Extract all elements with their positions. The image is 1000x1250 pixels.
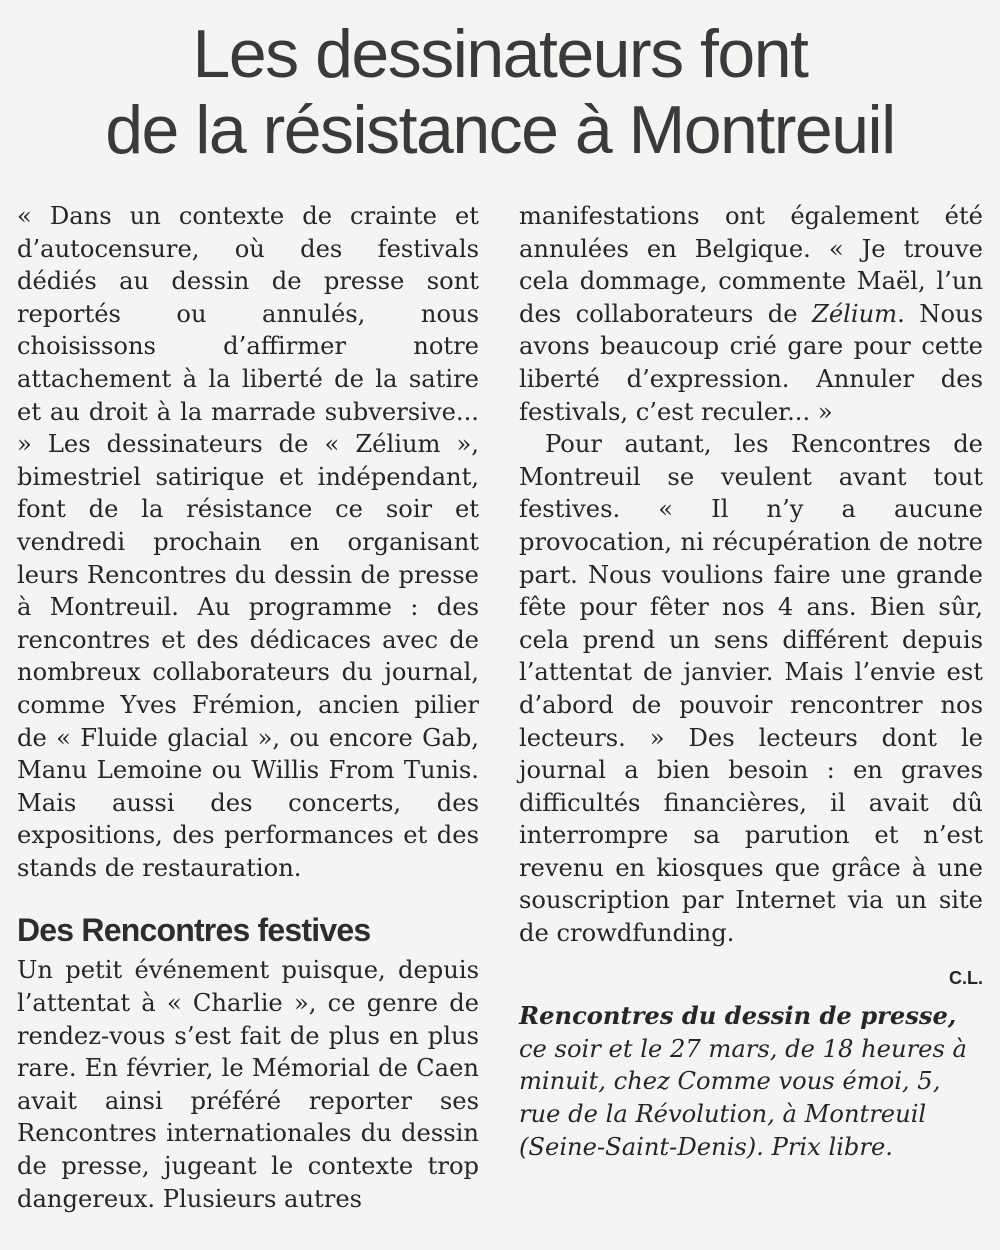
zelium-italic: Zélium (812, 299, 898, 328)
subheading: Des Rencontres festives (17, 912, 371, 949)
headline-line-1: Les dessinateurs font (192, 16, 808, 92)
left-column (17, 200, 479, 1215)
event-info-details: ce soir et le 27 mars, de 18 heures à minuit, chez Comme vous émoi, 5, rue de la Révolution, à Montreuil (Seine-Saint-Denis). Prix libre. (519, 1034, 967, 1161)
intro-paragraph: « Dans un contexte de crainte et d’autocensure, où des festivals dédiés au dessin de presse sont reportés ou annulés, nous choisissons d’affirmer notre attachement à la liberté de la satire et au droit à la marrade subversive... » Les dessinateurs de « Zélium », bimestriel satirique et indépendant, font de la résistance ce soir et vendredi prochain en organisant leurs Rencontres du dessin de presse à Montreuil. Au programme : des rencontres et des dédicaces avec de nombreux collaborateurs du journal, comme Yves Frémion, ancien pilier de « Fluide glacial », ou encore Gab, Manu Lemoine ou Willis From Tunis. Mais aussi des concerts, des expositions, des performances et des stands de restauration. (17, 202, 479, 882)
author-signature: C.L. (949, 967, 983, 988)
body-paragraph-2-end: . Nous avons beaucoup crié gare pour cette liberté d’expression. Annuler des festivals, c’est reculer... » (519, 299, 983, 426)
body-paragraph-2-text: Un petit événement puisque, depuis l’attentat à « Charlie », ce genre de rendez-vous s’est fait de plus en plus rare. En février, le Mémorial de Caen avait ainsi préféré reporter ses Rencontres internationales du dessin de presse, jugeant le contexte trop dangereux. Plusieurs autres (17, 956, 479, 1213)
right-column (519, 200, 983, 1163)
headline (0, 16, 1000, 168)
event-info (519, 1000, 983, 1163)
event-info-title: Rencontres du dessin de presse, (519, 1001, 957, 1031)
body-paragraph-2-part-1 (17, 954, 479, 1215)
headline-line-2: de la résistance à Montreuil (105, 92, 895, 168)
body-paragraph-2-overflow: manifestations ont également été annulées en Belgique. « Je trouve cela dommage, commente Maël, l’un des collaborateurs de (519, 202, 983, 328)
body-paragraph-2-continued (519, 200, 983, 428)
body-paragraph-3: Pour autant, les Rencontres de Montreuil se veulent avant tout festives. « Il n’y a aucune provocation, ni récupération de notre part. Nous voulions faire une grande fête pour fêter nos 4 ans. Bien sûr, cela prend un sens différent depuis l’attentat de janvier. Mais l’envie est d’abord de pouvoir rencontrer nos lecteurs. » Des lecteurs dont le journal a bien besoin : en graves difficultés financières, il avait dû interrompre sa parution et n’est revenu en kiosques que grâce à une souscription par Internet via un site de crowdfunding. (519, 430, 983, 948)
